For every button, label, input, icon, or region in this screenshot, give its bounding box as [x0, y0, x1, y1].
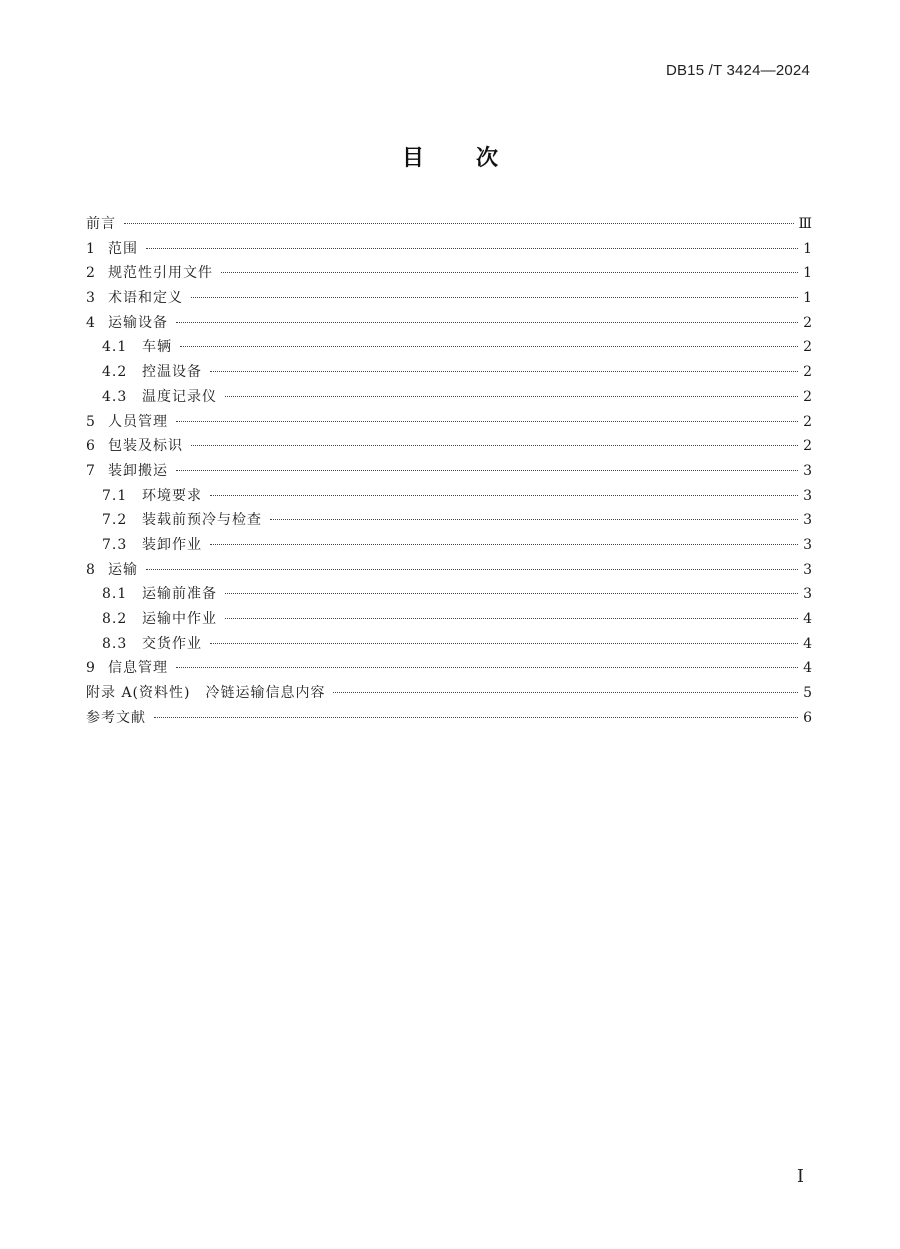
toc-entry-label: 装卸作业 — [142, 536, 202, 553]
toc-entry-page: Ⅲ — [798, 216, 812, 232]
toc-entry[interactable] — [86, 706, 812, 731]
toc-entry-page: 2 — [803, 388, 812, 405]
toc-entry-label: 前言 — [86, 216, 116, 232]
page-number: I — [796, 1166, 804, 1187]
toc-entry[interactable] — [86, 632, 812, 657]
toc-entry-page: 1 — [803, 290, 812, 307]
toc-entry[interactable] — [86, 410, 812, 435]
dot-leader — [221, 272, 798, 273]
toc-entry-number: 4.1 — [102, 339, 128, 356]
toc-entry-number: 4.2 — [102, 364, 128, 381]
toc-entry[interactable] — [86, 261, 812, 286]
toc-entry-label: 运输前准备 — [142, 586, 217, 603]
toc-entry-page: 5 — [803, 685, 812, 702]
toc-entry-number: 7.2 — [102, 512, 128, 529]
toc-entry-number: 5 — [86, 413, 95, 430]
toc-entry[interactable] — [86, 286, 812, 311]
toc-entry-number: 8.3 — [102, 635, 128, 652]
toc-entry-page: 2 — [803, 314, 812, 331]
toc-entry-page: 1 — [803, 265, 812, 282]
toc-entry-label: 参考文献 — [86, 709, 146, 726]
toc-entry-number: 8 — [86, 561, 95, 578]
toc-entry-label: 包装及标识 — [108, 438, 183, 455]
dot-leader — [154, 717, 798, 718]
toc-entry[interactable] — [86, 335, 812, 360]
toc-entry-label: 规范性引用文件 — [108, 265, 213, 282]
toc-entry-label: 装卸搬运 — [108, 462, 168, 479]
toc-entry[interactable] — [86, 582, 812, 607]
toc-entry-page: 1 — [803, 240, 812, 257]
toc-entry-page: 3 — [803, 561, 812, 578]
toc-entry-label: 术语和定义 — [108, 290, 183, 307]
dot-leader — [270, 519, 798, 520]
toc-entry-page: 4 — [803, 611, 812, 627]
toc-entry[interactable] — [86, 237, 812, 262]
toc-entry-label: 信息管理 — [108, 660, 168, 677]
dot-leader — [191, 445, 798, 446]
toc-entry-page: 2 — [803, 339, 812, 356]
dot-leader — [176, 667, 798, 668]
toc-entry-label: 运输 — [108, 561, 138, 578]
toc-entry-number: 9 — [86, 660, 95, 677]
toc-entry-label: 人员管理 — [108, 413, 168, 430]
toc-entry-label: 环境要求 — [142, 487, 202, 504]
toc-entry[interactable] — [86, 607, 812, 632]
dot-leader — [176, 322, 798, 323]
toc-entry-label: 附录 A(资料性) 冷链运输信息内容 — [86, 685, 326, 702]
toc-entry[interactable] — [86, 385, 812, 410]
toc-entry-page: 4 — [803, 660, 812, 677]
table-of-contents — [86, 212, 812, 730]
toc-entry-page: 4 — [803, 635, 812, 652]
toc-title: 目次 — [401, 146, 550, 171]
toc-entry-label: 装载前预冷与检查 — [142, 512, 262, 529]
dot-leader — [210, 371, 798, 372]
toc-entry-page: 3 — [803, 586, 812, 603]
toc-entry-page: 3 — [803, 512, 812, 529]
toc-entry[interactable] — [86, 434, 812, 459]
toc-entry[interactable] — [86, 484, 812, 509]
toc-entry[interactable] — [86, 656, 812, 681]
toc-entry[interactable] — [86, 508, 812, 533]
toc-entry[interactable] — [86, 533, 812, 558]
toc-entry-page: 6 — [803, 709, 812, 726]
toc-entry[interactable] — [86, 558, 812, 583]
toc-entry-number: 2 — [86, 265, 95, 282]
toc-entry[interactable] — [86, 681, 812, 706]
toc-entry-number: 6 — [86, 438, 95, 455]
dot-leader — [210, 544, 798, 545]
toc-entry[interactable] — [86, 459, 812, 484]
toc-entry-label: 交货作业 — [142, 635, 202, 652]
toc-entry-label: 范围 — [108, 240, 138, 257]
toc-entry-page: 3 — [803, 462, 812, 479]
toc-entry-number: 7.1 — [102, 487, 128, 504]
dot-leader — [146, 248, 798, 249]
toc-entry-label: 运输中作业 — [142, 611, 217, 627]
dot-leader — [176, 421, 798, 422]
toc-entry-page: 3 — [803, 536, 812, 553]
dot-leader — [146, 569, 798, 570]
toc-entry-label: 车辆 — [142, 339, 172, 356]
toc-entry-page: 2 — [803, 438, 812, 455]
dot-leader — [191, 297, 798, 298]
dot-leader — [225, 593, 798, 594]
toc-entry-page: 2 — [803, 364, 812, 381]
toc-entry-page: 2 — [803, 413, 812, 430]
toc-entry-label: 运输设备 — [108, 314, 168, 331]
dot-leader — [180, 346, 798, 347]
toc-entry-number: 1 — [86, 240, 95, 257]
toc-entry-number: 4.3 — [102, 388, 128, 405]
toc-entry[interactable] — [86, 311, 812, 336]
toc-entry-number: 7 — [86, 462, 95, 479]
dot-leader — [225, 618, 798, 619]
toc-entry-number: 3 — [86, 290, 95, 307]
dot-leader — [333, 692, 798, 693]
document-code: DB15 /T 3424—2024 — [665, 62, 810, 79]
toc-entry[interactable] — [86, 360, 812, 385]
dot-leader — [176, 470, 798, 471]
toc-entry-label: 控温设备 — [142, 364, 202, 381]
toc-entry-number: 4 — [86, 314, 95, 331]
dot-leader — [210, 495, 798, 496]
toc-entry-number: 7.3 — [102, 536, 128, 553]
toc-entry-page: 3 — [803, 487, 812, 504]
toc-entry-number: 8.1 — [102, 586, 128, 603]
dot-leader — [124, 223, 794, 224]
toc-entry[interactable] — [86, 212, 812, 237]
dot-leader — [225, 396, 798, 397]
toc-entry-label: 温度记录仪 — [142, 388, 217, 405]
dot-leader — [210, 643, 798, 644]
toc-entry-number: 8.2 — [102, 611, 128, 627]
